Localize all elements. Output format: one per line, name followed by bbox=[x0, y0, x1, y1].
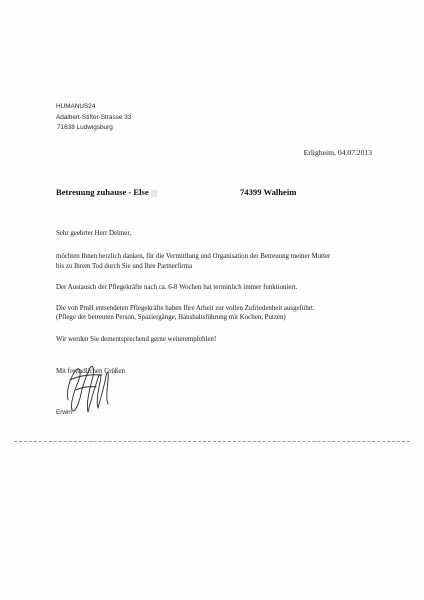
letter-date: Erligheim, 04.07.2013 bbox=[303, 148, 372, 157]
paragraph-line: Der Austausch der Pflegekräfte nach ca. 6-8 Wochen hat terminlich immer funktioniert. bbox=[56, 283, 298, 291]
paragraph-line: Die von PmH entsendeten Pflegekräfte haben Ihre Arbeit zur vollen Zufriedenheit ausgeführt. bbox=[56, 305, 315, 313]
sender-street: Adalbert-Stifter-Strasse 33 bbox=[56, 113, 132, 121]
subject-line bbox=[56, 187, 376, 197]
sender-address bbox=[56, 102, 131, 134]
paragraph-recommend bbox=[56, 335, 376, 344]
salutation: Sehr geehrter Herr Delmer, bbox=[56, 230, 132, 237]
paragraph-satisfaction bbox=[56, 304, 376, 323]
sender-name: HUMANUS24 bbox=[56, 103, 96, 110]
closing-phrase: Mit freundlichen Grüßen bbox=[56, 368, 125, 375]
subject-title: Betreuung zuhause - Else bbox=[56, 187, 149, 197]
paragraph-line: Wir werden Sie dementsprechend gerne weiterempfehlen! bbox=[56, 335, 217, 343]
subject-place: 74399 Walheim bbox=[240, 187, 297, 197]
paragraph-line: möchten Ihnen herzlich danken, für die Vermittlung und Organisation der Betreuung meiner Mutter bbox=[56, 253, 331, 261]
letter-body bbox=[56, 229, 376, 356]
page-divider bbox=[14, 441, 410, 442]
signer-name: Erwin bbox=[56, 409, 72, 416]
redaction-mark bbox=[151, 190, 157, 197]
paragraph-thanks bbox=[56, 252, 376, 271]
paragraph-exchange bbox=[56, 283, 376, 292]
paragraph-line: bis zu Ihrem Tod durch Sie und Ihre Partnerfirma bbox=[56, 262, 193, 270]
sender-city: 71638 Ludwigsburg bbox=[57, 124, 113, 131]
paragraph-line: (Pflege der betreuten Person, Spaziergänge, Haushaltsführung mit Kochen, Putzen) bbox=[56, 314, 286, 322]
